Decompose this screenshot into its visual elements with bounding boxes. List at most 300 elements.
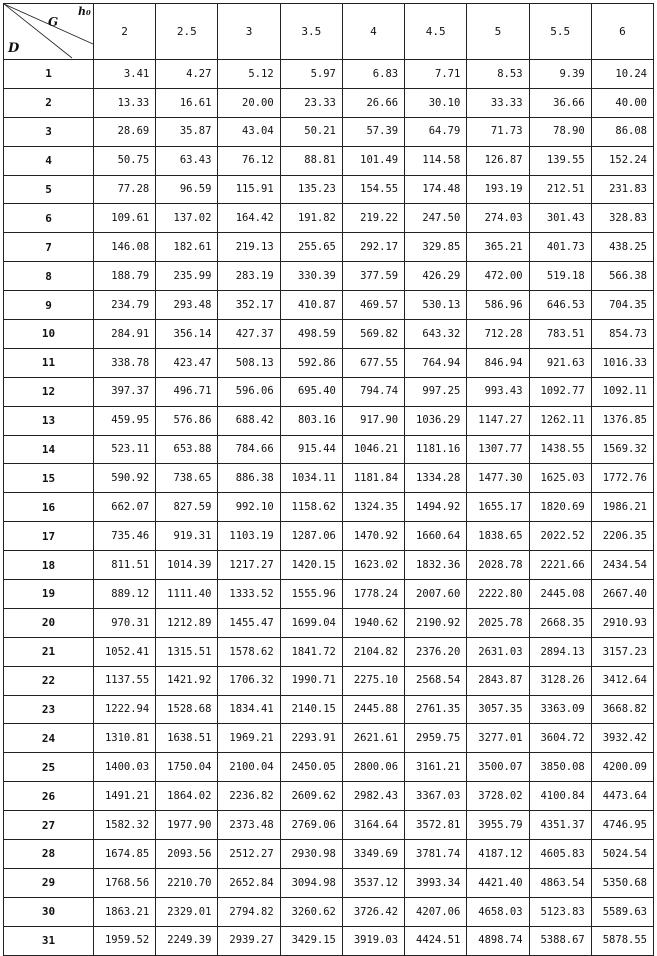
table-cell: 283.19 [218,262,280,291]
table-cell: 2631.03 [467,637,529,666]
table-cell: 3429.15 [280,926,342,955]
table-cell: 10.24 [591,60,653,89]
table-cell: 35.87 [156,117,218,146]
table-cell: 3164.64 [342,811,404,840]
table-row [4,146,654,175]
table-cell: 5878.55 [591,926,653,955]
table-cell: 1582.32 [94,811,156,840]
table-cell: 3919.03 [342,926,404,955]
table-cell: 803.16 [280,406,342,435]
table-row [4,88,654,117]
table-row [4,60,654,89]
table-cell: 1400.03 [94,753,156,782]
table-cell: 96.59 [156,175,218,204]
row-header-cell: 30 [4,897,94,926]
table-cell: 139.55 [529,146,591,175]
table-cell: 50.75 [94,146,156,175]
table-row [4,291,654,320]
table-row [4,897,654,926]
table-cell: 2206.35 [591,522,653,551]
table-cell: 36.66 [529,88,591,117]
table-row [4,608,654,637]
table-cell: 1052.41 [94,637,156,666]
table-cell: 4473.64 [591,782,653,811]
table-cell: 2373.48 [218,811,280,840]
table-cell: 1655.17 [467,493,529,522]
row-header-cell: 19 [4,580,94,609]
table-cell: 164.42 [218,204,280,233]
table-cell: 2249.39 [156,926,218,955]
table-cell: 23.33 [280,88,342,117]
table-cell: 255.65 [280,233,342,262]
table-cell: 50.21 [280,117,342,146]
table-cell: 2104.82 [342,637,404,666]
table-cell: 247.50 [405,204,467,233]
table-cell: 1376.85 [591,406,653,435]
row-header-cell: 28 [4,840,94,869]
table-cell: 3604.72 [529,724,591,753]
table-cell: 63.43 [156,146,218,175]
row-header-cell: 24 [4,724,94,753]
table-cell: 2667.40 [591,580,653,609]
row-header-cell: 20 [4,608,94,637]
table-cell: 1315.51 [156,637,218,666]
row-header-cell: 26 [4,782,94,811]
table-cell: 86.08 [591,117,653,146]
table-cell: 2222.80 [467,580,529,609]
table-cell: 2609.62 [280,782,342,811]
table-cell: 1625.03 [529,464,591,493]
table-cell: 137.02 [156,204,218,233]
table-cell: 1699.04 [280,608,342,637]
table-cell: 677.55 [342,348,404,377]
table-cell: 152.24 [591,146,653,175]
table-cell: 182.61 [156,233,218,262]
table-cell: 1750.04 [156,753,218,782]
table-cell: 735.46 [94,522,156,551]
table-row [4,377,654,406]
table-cell: 1147.27 [467,406,529,435]
table-cell: 3668.82 [591,695,653,724]
table-cell: 1986.21 [591,493,653,522]
table-cell: 2445.88 [342,695,404,724]
table-cell: 3349.69 [342,840,404,869]
table-cell: 2652.84 [218,868,280,897]
table-cell: 1181.16 [405,435,467,464]
table-cell: 4424.51 [405,926,467,955]
table-cell: 2293.91 [280,724,342,753]
table-row [4,926,654,955]
row-header-cell: 12 [4,377,94,406]
table-cell: 1310.81 [94,724,156,753]
table-cell: 523.11 [94,435,156,464]
table-cell: 3260.62 [280,897,342,926]
table-cell: 4746.95 [591,811,653,840]
table-cell: 4898.74 [467,926,529,955]
table-cell: 576.86 [156,406,218,435]
table-cell: 653.88 [156,435,218,464]
table-cell: 329.85 [405,233,467,262]
table-cell: 3367.03 [405,782,467,811]
table-cell: 3.41 [94,60,156,89]
table-cell: 4605.83 [529,840,591,869]
table-cell: 328.83 [591,204,653,233]
table-cell: 5.97 [280,60,342,89]
table-cell: 1578.62 [218,637,280,666]
table-cell: 1324.35 [342,493,404,522]
table-cell: 459.95 [94,406,156,435]
table-cell: 219.22 [342,204,404,233]
table-cell: 1959.52 [94,926,156,955]
table-cell: 1494.92 [405,493,467,522]
table-cell: 1832.36 [405,551,467,580]
table-cell: 40.00 [591,88,653,117]
table-row [4,782,654,811]
row-header-cell: 25 [4,753,94,782]
table-cell: 4351.37 [529,811,591,840]
table-cell: 2445.08 [529,580,591,609]
table-cell: 1838.65 [467,522,529,551]
table-cell: 5024.54 [591,840,653,869]
row-header-cell: 18 [4,551,94,580]
table-cell: 469.57 [342,291,404,320]
table-cell: 1181.84 [342,464,404,493]
table-cell: 2959.75 [405,724,467,753]
table-cell: 643.32 [405,320,467,349]
table-cell: 1969.21 [218,724,280,753]
table-cell: 6.83 [342,60,404,89]
row-header-cell: 23 [4,695,94,724]
table-cell: 3277.01 [467,724,529,753]
table-row [4,637,654,666]
table-cell: 1046.21 [342,435,404,464]
table-cell: 2221.66 [529,551,591,580]
table-cell: 410.87 [280,291,342,320]
table-cell: 3572.81 [405,811,467,840]
table-cell: 1470.92 [342,522,404,551]
table-cell: 1092.77 [529,377,591,406]
table-cell: 146.08 [94,233,156,262]
table-cell: 5.12 [218,60,280,89]
table-cell: 1217.27 [218,551,280,580]
table-cell: 496.71 [156,377,218,406]
table-cell: 2512.27 [218,840,280,869]
table-cell: 3094.98 [280,868,342,897]
table-row [4,117,654,146]
table-cell: 3728.02 [467,782,529,811]
table-cell: 5123.83 [529,897,591,926]
table-cell: 76.12 [218,146,280,175]
table-cell: 854.73 [591,320,653,349]
table-cell: 1940.62 [342,608,404,637]
table-cell: 3057.35 [467,695,529,724]
table-cell: 1864.02 [156,782,218,811]
table-cell: 4200.09 [591,753,653,782]
table-cell: 827.59 [156,493,218,522]
table-cell: 688.42 [218,406,280,435]
column-header: 3.5 [280,4,342,60]
corner-header-cell [4,4,94,60]
table-cell: 301.43 [529,204,591,233]
table-cell: 3932.42 [591,724,653,753]
table-cell: 64.79 [405,117,467,146]
table-cell: 330.39 [280,262,342,291]
middle-axis-label: G [48,15,59,29]
table-cell: 1287.06 [280,522,342,551]
table-cell: 2450.05 [280,753,342,782]
table-cell: 20.00 [218,88,280,117]
table-cell: 356.14 [156,320,218,349]
table-cell: 231.83 [591,175,653,204]
table-cell: 235.99 [156,262,218,291]
table-cell: 401.73 [529,233,591,262]
table-cell: 2376.20 [405,637,467,666]
table-cell: 519.18 [529,262,591,291]
table-cell: 1222.94 [94,695,156,724]
table-cell: 292.17 [342,233,404,262]
table-cell: 566.38 [591,262,653,291]
table-cell: 1111.40 [156,580,218,609]
table-cell: 1491.21 [94,782,156,811]
table-cell: 530.13 [405,291,467,320]
table-cell: 2668.35 [529,608,591,637]
row-header-cell: 2 [4,88,94,117]
table-cell: 1528.68 [156,695,218,724]
table-cell: 1421.92 [156,666,218,695]
table-row [4,753,654,782]
table-cell: 1036.29 [405,406,467,435]
table-cell: 1674.85 [94,840,156,869]
table-cell: 2236.82 [218,782,280,811]
column-header: 5.5 [529,4,591,60]
table-cell: 1977.90 [156,811,218,840]
table-cell: 1841.72 [280,637,342,666]
table-row [4,262,654,291]
table-row [4,348,654,377]
table-cell: 783.51 [529,320,591,349]
row-header-cell: 6 [4,204,94,233]
table-cell: 4658.03 [467,897,529,926]
table-cell: 2769.06 [280,811,342,840]
table-row [4,522,654,551]
table-cell: 2028.78 [467,551,529,580]
row-header-cell: 5 [4,175,94,204]
column-header: 6 [591,4,653,60]
table-cell: 1623.02 [342,551,404,580]
row-header-cell: 14 [4,435,94,464]
table-row [4,666,654,695]
row-header-cell: 17 [4,522,94,551]
table-cell: 662.07 [94,493,156,522]
table-cell: 1477.30 [467,464,529,493]
table-row [4,551,654,580]
table-cell: 1438.55 [529,435,591,464]
row-header-cell: 29 [4,868,94,897]
row-header-cell: 1 [4,60,94,89]
table-cell: 191.82 [280,204,342,233]
table-cell: 1158.62 [280,493,342,522]
table-cell: 704.35 [591,291,653,320]
table-cell: 1212.89 [156,608,218,637]
row-header-cell: 4 [4,146,94,175]
data-table [3,3,654,956]
table-cell: 3537.12 [342,868,404,897]
table-cell: 970.31 [94,608,156,637]
table-cell: 1333.52 [218,580,280,609]
table-cell: 352.17 [218,291,280,320]
table-cell: 2140.15 [280,695,342,724]
table-cell: 212.51 [529,175,591,204]
table-row [4,695,654,724]
table-cell: 30.10 [405,88,467,117]
row-header-cell: 9 [4,291,94,320]
header-row [4,4,654,60]
table-cell: 78.90 [529,117,591,146]
table-cell: 2894.13 [529,637,591,666]
table-cell: 1820.69 [529,493,591,522]
table-cell: 8.53 [467,60,529,89]
table-cell: 508.13 [218,348,280,377]
table-cell: 4421.40 [467,868,529,897]
table-cell: 3850.08 [529,753,591,782]
table-cell: 377.59 [342,262,404,291]
table-cell: 1014.39 [156,551,218,580]
row-header-cell: 22 [4,666,94,695]
table-cell: 1262.11 [529,406,591,435]
table-cell: 219.13 [218,233,280,262]
table-cell: 794.74 [342,377,404,406]
table-cell: 1555.96 [280,580,342,609]
table-cell: 2007.60 [405,580,467,609]
table-cell: 234.79 [94,291,156,320]
table-cell: 3161.21 [405,753,467,782]
table-cell: 646.53 [529,291,591,320]
table-cell: 764.94 [405,348,467,377]
table-cell: 274.03 [467,204,529,233]
table-cell: 101.49 [342,146,404,175]
table-cell: 3726.42 [342,897,404,926]
table-cell: 2093.56 [156,840,218,869]
table-cell: 472.00 [467,262,529,291]
table-cell: 4207.06 [405,897,467,926]
table-cell: 4187.12 [467,840,529,869]
table-cell: 596.06 [218,377,280,406]
table-cell: 1307.77 [467,435,529,464]
table-cell: 115.91 [218,175,280,204]
table-cell: 2275.10 [342,666,404,695]
table-cell: 2568.54 [405,666,467,695]
table-cell: 365.21 [467,233,529,262]
table-cell: 5589.63 [591,897,653,926]
table-cell: 1834.41 [218,695,280,724]
column-header: 4 [342,4,404,60]
table-cell: 1103.19 [218,522,280,551]
table-cell: 2794.82 [218,897,280,926]
table-cell: 993.43 [467,377,529,406]
table-row [4,493,654,522]
table-cell: 3993.34 [405,868,467,897]
table-cell: 154.55 [342,175,404,204]
table-cell: 4863.54 [529,868,591,897]
table-cell: 1863.21 [94,897,156,926]
column-header: 2 [94,4,156,60]
table-row [4,204,654,233]
table-cell: 33.33 [467,88,529,117]
table-cell: 293.48 [156,291,218,320]
table-cell: 695.40 [280,377,342,406]
table-cell: 2939.27 [218,926,280,955]
column-header: 4.5 [405,4,467,60]
column-header: 2.5 [156,4,218,60]
table-cell: 188.79 [94,262,156,291]
table-cell: 4.27 [156,60,218,89]
row-header-cell: 15 [4,464,94,493]
table-row [4,840,654,869]
table-cell: 9.39 [529,60,591,89]
table-cell: 427.37 [218,320,280,349]
table-cell: 1638.51 [156,724,218,753]
table-cell: 1334.28 [405,464,467,493]
row-header-cell: 8 [4,262,94,291]
table-cell: 126.87 [467,146,529,175]
table-cell: 71.73 [467,117,529,146]
table-cell: 592.86 [280,348,342,377]
table-row [4,435,654,464]
table-row [4,868,654,897]
table-row [4,406,654,435]
table-cell: 590.92 [94,464,156,493]
table-cell: 57.39 [342,117,404,146]
table-row [4,811,654,840]
row-header-cell: 11 [4,348,94,377]
row-header-cell: 3 [4,117,94,146]
table-cell: 1768.56 [94,868,156,897]
column-header: 3 [218,4,280,60]
table-cell: 569.82 [342,320,404,349]
table-cell: 43.04 [218,117,280,146]
table-cell: 338.78 [94,348,156,377]
row-header-cell: 13 [4,406,94,435]
table-cell: 811.51 [94,551,156,580]
table-cell: 7.71 [405,60,467,89]
table-cell: 193.19 [467,175,529,204]
table-cell: 1706.32 [218,666,280,695]
table-cell: 2930.98 [280,840,342,869]
table-cell: 5350.68 [591,868,653,897]
table-cell: 1569.32 [591,435,653,464]
table-cell: 2190.92 [405,608,467,637]
table-cell: 1420.15 [280,551,342,580]
table-cell: 919.31 [156,522,218,551]
row-header-cell: 27 [4,811,94,840]
table-cell: 886.38 [218,464,280,493]
row-axis-label: D [8,41,20,56]
table-cell: 2025.78 [467,608,529,637]
table-cell: 1016.33 [591,348,653,377]
table-cell: 13.33 [94,88,156,117]
table-cell: 174.48 [405,175,467,204]
table-cell: 498.59 [280,320,342,349]
row-header-cell: 7 [4,233,94,262]
table-row [4,724,654,753]
table-cell: 2210.70 [156,868,218,897]
table-cell: 738.65 [156,464,218,493]
table-cell: 1455.47 [218,608,280,637]
table-cell: 3363.09 [529,695,591,724]
table-cell: 1660.64 [405,522,467,551]
table-row [4,320,654,349]
table-cell: 2982.43 [342,782,404,811]
